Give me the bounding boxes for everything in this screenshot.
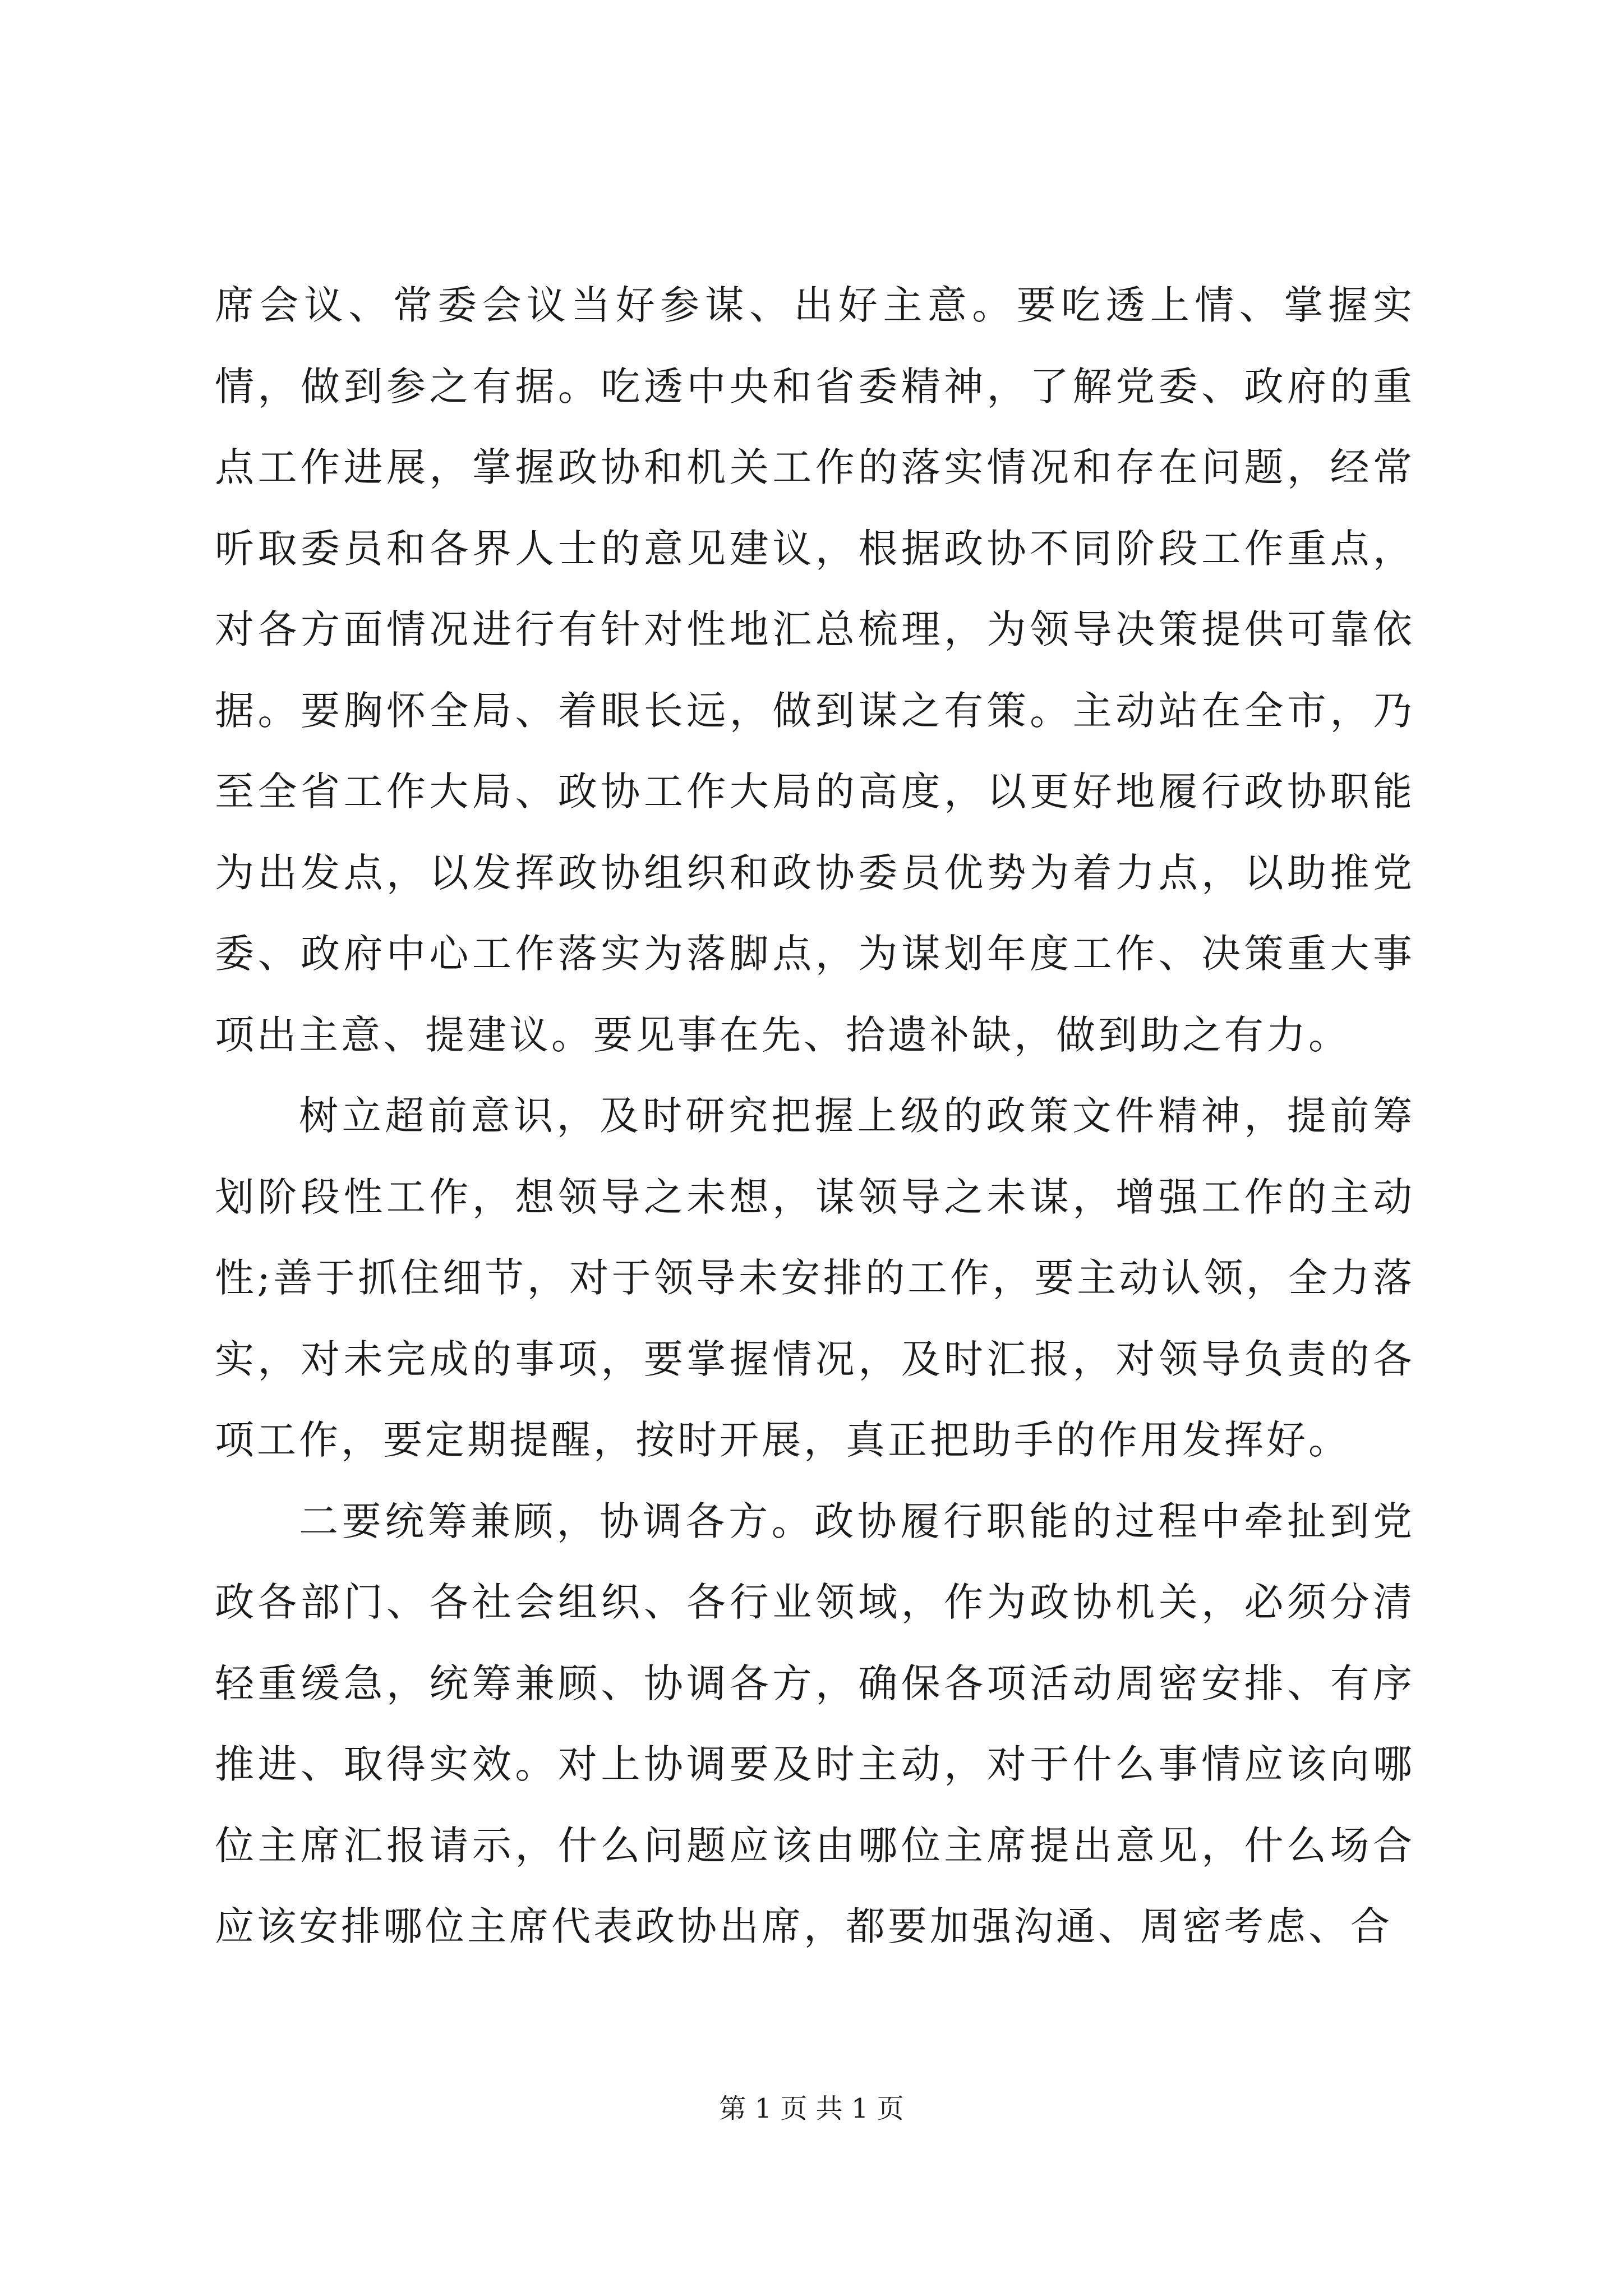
paragraph-3: 二要统筹兼顾，协调各方。政协履行职能的过程中牵扯到党政各部门、各社会组织、各行业领域，作为政协机关，必须分清轻重缓急，统筹兼顾、协调各方，确保各项活动周密安排、有序推进、取得实效。对上协调要及时主动，对于什么事情应该向哪位主席汇报请示，什么问题应该由哪位主席提出意见，什么场合应该安排哪位主席代表政协出席，都要加强沟通、周密考虑、合: [215, 1498, 1415, 1949]
paragraph-2: 树立超前意识，及时研究把握上级的政策文件精神，提前筹划阶段性工作，想领导之未想，谋领导之未谋，增强工作的主动性;善于抓住细节，对于领导未安排的工作，要主动认领，全力落实，对未完成的事项，要掌握情况，及时汇报，对领导负责的各项工作，要定期提醒，按时开展，真正把助手的作用发挥好。: [215, 1093, 1415, 1463]
document-body: [215, 265, 1415, 1967]
page-footer: 第 1 页 共 1 页: [719, 2093, 904, 2124]
paragraph-1: 席会议、常委会议当好参谋、出好主意。要吃透上情、掌握实情，做到参之有据。吃透中央和省委精神，了解党委、政府的重点工作进展，掌握政协和机关工作的落实情况和存在问题，经常听取委员和各界人士的意见建议，根据政协不同阶段工作重点，对各方面情况进行有针对性地汇总梳理，为领导决策提供可靠依据。要胸怀全局、着眼长远，做到谋之有策。主动站在全市，乃至全省工作大局、政协工作大局的高度，以更好地履行政协职能为出发点，以发挥政协组织和政协委员优势为着力点，以助推党委、政府中心工作落实为落脚点，为谋划年度工作、决策重大事项出主意、提建议。要见事在先、拾遗补缺，做到助之有力。: [215, 282, 1415, 1058]
